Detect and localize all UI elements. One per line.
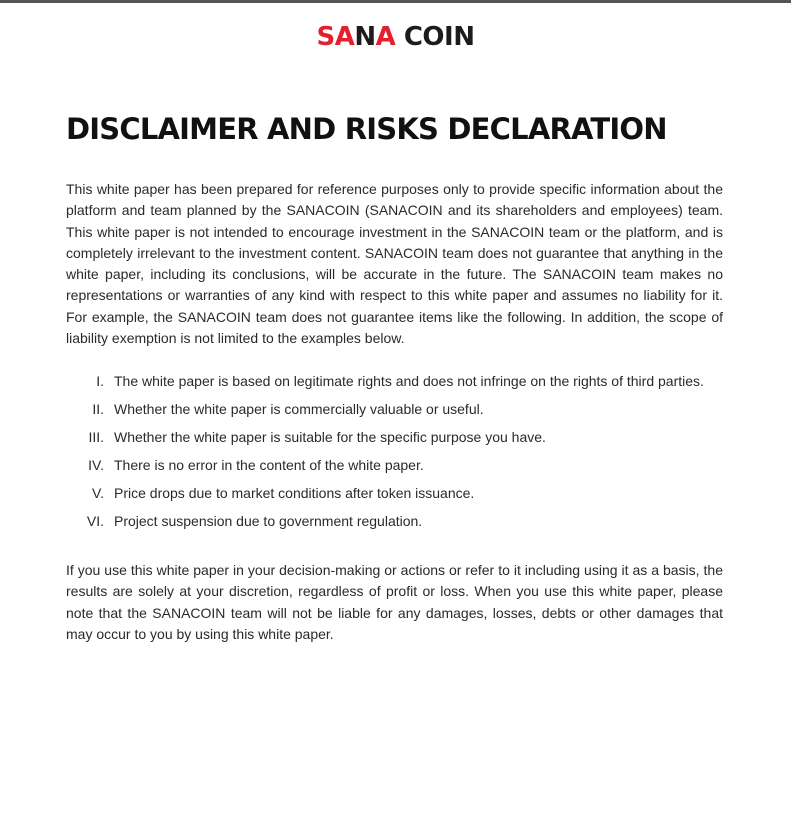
list-item-number: III.	[88, 429, 104, 445]
list-item-number: IV.	[88, 457, 104, 473]
page-title: DISCLAIMER AND RISKS DECLARATION	[66, 112, 667, 146]
list-item-text: Whether the white paper is suitable for the specific purpose you have.	[114, 429, 546, 445]
closing-paragraph: If you use this white paper in your decision-making or actions or refer to it including using it as a basis, the results are solely at your discretion, regardless of profit or loss. When you use this white paper, please note that the SANACOIN team will not be liable for any damages, losses, debts or other damages that may occur to you by using this white paper.	[66, 562, 723, 642]
top-border	[0, 0, 791, 3]
logo-part-4: COIN	[395, 22, 475, 52]
list-item	[66, 398, 746, 426]
list-item	[66, 454, 746, 482]
logo-part-1: SA	[316, 22, 355, 52]
list-item-number: VI.	[86, 513, 104, 529]
logo-part-2: N	[354, 22, 376, 52]
list-item-text: Price drops due to market conditions after token issuance.	[114, 485, 475, 501]
list-item-text: The white paper is based on legitimate rights and does not infringe on the rights of third parties.	[114, 373, 704, 389]
logo-part-3: A	[375, 22, 396, 52]
list-item	[66, 510, 746, 538]
risk-list	[66, 370, 746, 538]
list-item	[66, 482, 746, 510]
list-item-text: There is no error in the content of the white paper.	[114, 457, 424, 473]
list-item-text: Project suspension due to government regulation.	[114, 513, 423, 529]
list-item-number: II.	[92, 401, 104, 417]
list-item	[66, 370, 746, 398]
list-item-text: Whether the white paper is commercially valuable or useful.	[114, 401, 484, 417]
list-item-number: V.	[92, 485, 104, 501]
intro-paragraph: This white paper has been prepared for reference purposes only to provide specific information about the platform and team planned by the SANACOIN (SANACOIN and its shareholders and employees) team. This white paper is not intended to encourage investment in the SANACOIN team or the platform, and is completely irrelevant to the investment content. SANACOIN team does not guarantee that anything in the white paper, including its conclusions, will be accurate in the future. The SANACOIN team makes no representations or warranties of any kind with respect to this white paper and assumes no liability for it. For example, the SANACOIN team does not guarantee items like the following. In addition, the scope of liability exemption is not limited to the examples below.	[66, 181, 723, 347]
list-item-number: I.	[96, 373, 104, 389]
list-item	[66, 426, 746, 454]
sanacoin-logo	[0, 20, 791, 54]
